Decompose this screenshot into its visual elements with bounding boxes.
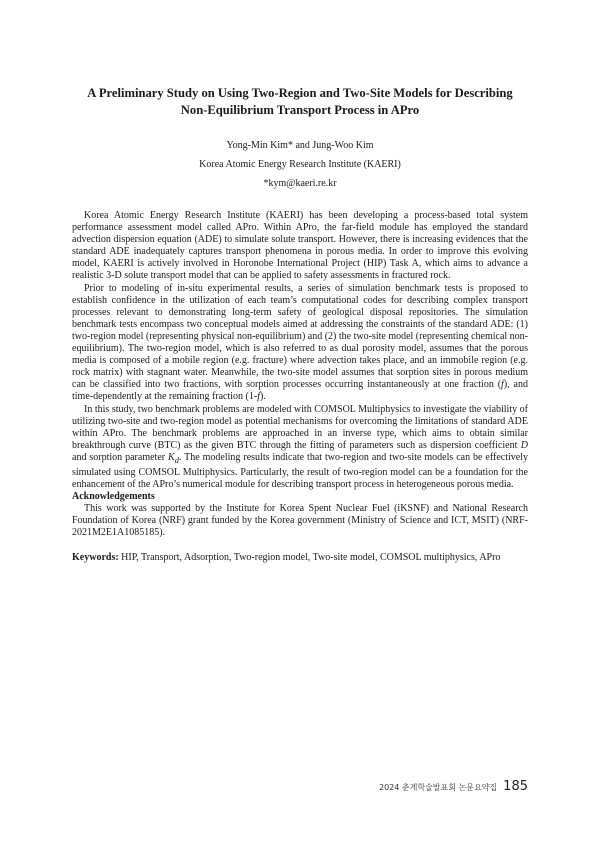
title-line-1: A Preliminary Study on Using Two-Region and Two-Site Models for Describing	[87, 86, 513, 100]
paragraph-1: Korea Atomic Energy Research Institute (KAERI) has been developing a process-based total system performance assessment model called APro. Within APro, the far-field module has employed the standard advection dispersion equation (ADE) to simulate solute transport. However, there is increasing evidences that the standard ADE inadequately captures transport phenomena in porous media. In order to improve this evolving model, KAERI is actively involved in Horonobe International Project (HIP) Task A, which aims to advance a realistic 3-D solute transport model that can be applied to safety assessments in fractured rock.	[72, 210, 528, 282]
page-footer	[379, 779, 528, 794]
keywords	[72, 552, 528, 564]
symbol-f: f	[257, 391, 260, 403]
paper-title	[72, 85, 528, 119]
symbol-f: f	[501, 379, 504, 391]
acknowledgements-heading: Acknowledgements	[72, 491, 155, 503]
symbol-Kd: K	[168, 451, 175, 463]
affiliation: Korea Atomic Energy Research Institute (KAERI)	[199, 159, 401, 170]
paragraph-3: In this study, two benchmark problems are modeled with COMSOL Multiphysics to investigate the viability of utilizing two-site and two-region model as potential mechanisms for overcoming the limitations of standard ADE within APro. The benchmark problems are approached in an inverse type, which aims to obtain similar breakthrough curve (BTC) as the given BTC through the fitting of parameters such as dispersion coefficient D and sorption parameter $K_d$. The modeling results indicate that two-region and two-site models can be effectively simulated using COMSOL Multiphysics. Particularly, the result of two-region model can be a foundation for the enhancement of the APro’s numerical module for describing transport process in heterogeneous porous media.	[72, 403, 528, 491]
conference-name: 2024 춘계학술발표회 논문요약집	[378, 783, 498, 792]
corresponding-email: *kym@kaeri.re.kr	[263, 178, 337, 189]
authors: Yong-Min Kim* and Jung-Woo Kim	[226, 140, 374, 151]
keywords-text: HIP, Transport, Adsorption, Two-region model, Two-site model, COMSOL multiphysics, APro	[118, 551, 501, 563]
title-line-2: Non-Equilibrium Transport Process in APro	[180, 103, 420, 117]
keywords-label: Keywords:	[72, 551, 119, 563]
symbol-D: D	[520, 439, 528, 451]
paper-page	[72, 0, 528, 848]
acknowledgements-text: This work was supported by the Institute for Korea Spent Nuclear Fuel (iKSNF) and National Research Foundation of Korea (NRF) grant funded by the Korea government (Ministry of Science and ICT, MSIT) (NRF-2021M2E1A1085185).	[72, 503, 528, 539]
abstract-body	[72, 210, 528, 564]
page-number: 185	[503, 779, 528, 794]
paragraph-2: Prior to modeling of in-situ experimental results, a series of simulation benchmark tests is proposed to establish confidence in the utilization of each team’s computational codes for describing complex transport processes relevant to demonstrating long-term safety of geological disposal repositories. The simulation benchmark tests encompass two conceptual models aimed at addressing the constraints of the standard ADE: (1) two-region model (representing physical non-equilibrium) and (2) the two-site model (representing chemical non-equilibrium). The two-region model, which is also referred to as dual porosity model, assumes that the porous media is composed of a mobile region (e.g. fracture) where advection takes place, and an immobile region (e.g. rock matrix) with stagnant water. Meanwhile, the two-site model assumes that sorption sites in porous medium can be classified into two fractions, with sorption processes occurring instantaneously at one fraction (f), and time-dependently at the remaining fraction (1-f).	[72, 282, 528, 403]
